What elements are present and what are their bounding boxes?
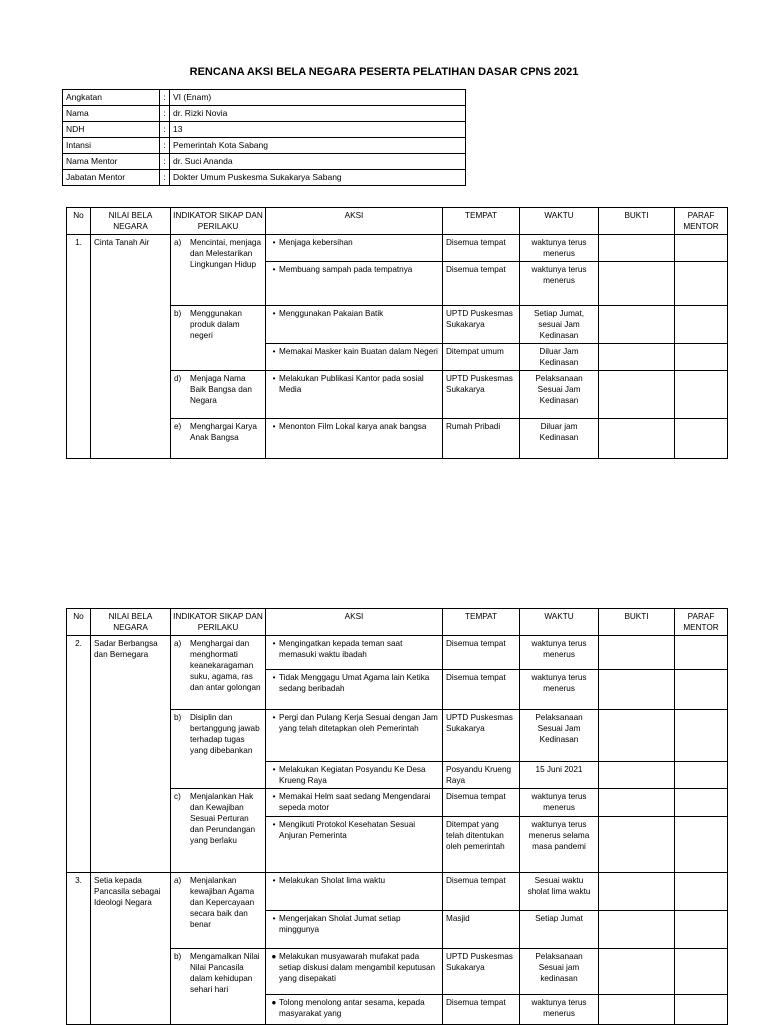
bullet-icon: • (272, 765, 276, 774)
tempat-cell: UPTD Puskesmas Sukakarya (443, 371, 520, 419)
waktu-cell: waktunya terus menerus selama masa pandemi (520, 817, 599, 873)
aksi-text: Memakai Masker kain Buatan dalam Negeri (279, 347, 438, 356)
aksi-text: Mengingatkan kepada teman saat memasuki waktu ibadah (279, 639, 403, 659)
indikator-letter: b) (174, 309, 182, 318)
info-value: dr. Rizki Novia (170, 106, 466, 122)
aksi-cell (266, 817, 443, 873)
header-bukti: BUKTI (599, 609, 675, 636)
info-value: dr. Suci Ananda (170, 154, 466, 170)
bullet-icon: • (272, 820, 276, 829)
indikator-letter: b) (174, 952, 182, 961)
tempat-cell: UPTD Puskesmas Sukakarya (443, 306, 520, 344)
header-paraf-mentor: PARAF MENTOR (675, 609, 728, 636)
paraf-mentor-cell (675, 419, 728, 459)
indikator (174, 712, 262, 756)
waktu-cell: waktunya terus menerus (520, 995, 599, 1025)
bullet-icon: • (272, 914, 276, 923)
aksi-item (269, 672, 439, 694)
info-separator: : (160, 122, 170, 138)
indikator-text: Menjaga Nama Baik Bangsa dan Negara (190, 374, 252, 405)
indikator (174, 791, 262, 846)
action-plan-table-2 (66, 608, 728, 1025)
tempat-cell: Ditempat umum (443, 344, 520, 371)
aksi-text: Membuang sampah pada tempatnya (279, 265, 413, 274)
paraf-mentor-cell (675, 344, 728, 371)
header-indikator: INDIKATOR SIKAP DAN PERILAKU (171, 208, 266, 235)
table-row (67, 873, 728, 911)
paraf-mentor-cell (675, 371, 728, 419)
bullet-icon: • (272, 792, 276, 801)
info-label: Intansi (63, 138, 160, 154)
info-separator: : (160, 138, 170, 154)
indikator-letter: a) (174, 238, 182, 247)
info-value: VI (Enam) (170, 90, 466, 106)
bullet-icon: • (272, 265, 276, 274)
header-aksi: AKSI (266, 609, 443, 636)
header-waktu: WAKTU (520, 609, 599, 636)
info-row (63, 90, 466, 106)
indikator (174, 638, 262, 693)
bukti-cell (599, 344, 675, 371)
waktu-cell: waktunya terus menerus (520, 235, 599, 262)
header-waktu: WAKTU (520, 208, 599, 235)
aksi-cell (266, 636, 443, 670)
aksi-cell (266, 873, 443, 911)
aksi-item (269, 373, 439, 395)
row-number: 1. (67, 235, 91, 459)
aksi-text: Melakukan Publikasi Kantor pada sosial Media (279, 374, 424, 394)
waktu-cell: waktunya terus menerus (520, 670, 599, 710)
bukti-cell (599, 995, 675, 1025)
aksi-item (269, 997, 439, 1019)
info-value: Pemerintah Kota Sabang (170, 138, 466, 154)
paraf-mentor-cell (675, 789, 728, 817)
bullet-icon: • (272, 673, 276, 682)
indikator (174, 421, 262, 443)
indikator (174, 951, 262, 995)
indikator (174, 308, 262, 341)
aksi-item (269, 346, 439, 357)
paraf-mentor-cell (675, 670, 728, 710)
paraf-mentor-cell (675, 949, 728, 995)
tempat-cell: Disemua tempat (443, 873, 520, 911)
bullet-icon: • (272, 347, 276, 356)
info-label: Nama (63, 106, 160, 122)
header-aksi: AKSI (266, 208, 443, 235)
waktu-cell: Diluar Jam Kedinasan (520, 344, 599, 371)
aksi-item (269, 237, 439, 248)
tempat-cell: Disemua tempat (443, 262, 520, 306)
paraf-mentor-cell (675, 306, 728, 344)
aksi-text: Tidak Menggagu Umat Agama lain Ketika sedang beribadah (279, 673, 430, 693)
aksi-item (269, 791, 439, 813)
indikator-letter: b) (174, 713, 182, 722)
aksi-cell (266, 995, 443, 1025)
bukti-cell (599, 911, 675, 949)
waktu-cell: Sesuai waktu sholat lima waktu (520, 873, 599, 911)
header-paraf-mentor: PARAF MENTOR (675, 208, 728, 235)
tempat-cell: Disemua tempat (443, 789, 520, 817)
indikator-letter: c) (174, 792, 181, 801)
bullet-icon: • (272, 422, 276, 431)
bullet-icon: ● (271, 998, 277, 1007)
header-tempat: TEMPAT (443, 609, 520, 636)
waktu-cell: Setiap Jumat, sesuai Jam Kedinasan (520, 306, 599, 344)
aksi-item (269, 712, 439, 734)
aksi-item (269, 951, 439, 984)
aksi-item (269, 875, 439, 886)
participant-info-table (62, 89, 466, 186)
bullet-icon: ● (271, 952, 277, 961)
header-no: No (67, 609, 91, 636)
table-row (67, 235, 728, 262)
info-row (63, 154, 466, 170)
indikator (174, 875, 262, 930)
bukti-cell (599, 235, 675, 262)
aksi-cell (266, 419, 443, 459)
indikator-text: Menjalankan kewajiban Agama dan Kepercayaan secara baik dan benar (190, 876, 255, 929)
bukti-cell (599, 262, 675, 306)
header-tempat: TEMPAT (443, 208, 520, 235)
indikator-cell (171, 873, 266, 949)
indikator-cell (171, 419, 266, 459)
tempat-cell: Disemua tempat (443, 995, 520, 1025)
header-nilai-bela-negara: NILAI BELA NEGARA (91, 208, 171, 235)
aksi-text: Tolong menolong antar sesama, kepada masyarakat yang (279, 998, 425, 1018)
waktu-cell: waktunya terus menerus (520, 262, 599, 306)
paraf-mentor-cell (675, 817, 728, 873)
indikator-cell (171, 235, 266, 306)
indikator-text: Menjalankan Hak dan Kewajiban Sesuai Perturan dan Perundangan yang berlaku (190, 792, 256, 845)
bukti-cell (599, 710, 675, 762)
aksi-text: Melakukan musyawarah mufakat pada setiap diskusi dalam mengambil keputusan yang disepakati (279, 952, 436, 983)
indikator-letter: d) (174, 374, 182, 383)
indikator-text: Mencintai, menjaga dan Melestarikan Lingkungan Hidup (190, 238, 261, 269)
indikator-cell (171, 371, 266, 419)
bukti-cell (599, 371, 675, 419)
tempat-cell: Ditempat yang telah ditentukan oleh pemerintah (443, 817, 520, 873)
waktu-cell: Diluar jam Kedinasan (520, 419, 599, 459)
aksi-item (269, 264, 439, 275)
info-label: Nama Mentor (63, 154, 160, 170)
aksi-cell (266, 710, 443, 762)
bukti-cell (599, 419, 675, 459)
bullet-icon: • (272, 639, 276, 648)
aksi-cell (266, 371, 443, 419)
indikator-text: Disiplin dan bertanggung jawab terhadap tugas yang dibebankan (190, 713, 260, 755)
aksi-text: Memakai Helm saat sedang Mengendarai sepeda motor (279, 792, 431, 812)
indikator-cell (171, 710, 266, 789)
bullet-icon: • (272, 309, 276, 318)
tempat-cell: Rumah Pribadi (443, 419, 520, 459)
paraf-mentor-cell (675, 911, 728, 949)
aksi-cell (266, 306, 443, 344)
tempat-cell: UPTD Puskesmas Sukakarya (443, 949, 520, 995)
info-row (63, 106, 466, 122)
info-row (63, 138, 466, 154)
tempat-cell: Disemua tempat (443, 670, 520, 710)
aksi-text: Pergi dan Pulang Kerja Sesuai dengan Jam yang telah ditetapkan oleh Pemerintah (279, 713, 438, 733)
aksi-cell (266, 949, 443, 995)
action-plan-table-1 (66, 207, 728, 459)
indikator (174, 237, 262, 270)
paraf-mentor-cell (675, 262, 728, 306)
aksi-cell (266, 262, 443, 306)
indikator-letter: a) (174, 876, 182, 885)
tempat-cell: Posyandu Krueng Raya (443, 762, 520, 789)
table-row (67, 636, 728, 670)
aksi-text: Menjaga kebersihan (279, 238, 353, 247)
header-indikator: INDIKATOR SIKAP DAN PERILAKU (171, 609, 266, 636)
aksi-item (269, 764, 439, 786)
tempat-cell: UPTD Puskesmas Sukakarya (443, 710, 520, 762)
info-row (63, 122, 466, 138)
tempat-cell: Masjid (443, 911, 520, 949)
header-bukti: BUKTI (599, 208, 675, 235)
info-separator: : (160, 170, 170, 186)
aksi-cell (266, 670, 443, 710)
aksi-text: Mengikuti Protokol Kesehatan Sesuai Anjuran Pemerinta (279, 820, 416, 840)
aksi-text: Melakukan Kegiatan Posyandu Ke Desa Krueng Raya (279, 765, 426, 785)
bullet-icon: • (272, 876, 276, 885)
info-separator: : (160, 106, 170, 122)
aksi-item (269, 308, 439, 319)
nilai-bela-negara: Setia kepada Pancasila sebagai Ideologi Negara (91, 873, 171, 1025)
aksi-item (269, 638, 439, 660)
info-label: Angkatan (63, 90, 160, 106)
waktu-cell: Setiap Jumat (520, 911, 599, 949)
header-row (67, 208, 728, 235)
aksi-text: Menggunakan Pakaian Batik (279, 309, 384, 318)
bukti-cell (599, 636, 675, 670)
waktu-cell: Pelaksanaan Sesuai jam kedinasan (520, 949, 599, 995)
paraf-mentor-cell (675, 710, 728, 762)
nilai-bela-negara: Cinta Tanah Air (91, 235, 171, 459)
waktu-cell: Pelaksanaan Sesuai Jam Kedinasan (520, 371, 599, 419)
waktu-cell: Pelaksanaan Sesuai Jam Kedinasan (520, 710, 599, 762)
bukti-cell (599, 306, 675, 344)
info-separator: : (160, 90, 170, 106)
bullet-icon: • (272, 374, 276, 383)
bukti-cell (599, 873, 675, 911)
indikator-text: Menggunakan produk dalam negeri (190, 309, 242, 340)
bukti-cell (599, 670, 675, 710)
indikator-letter: a) (174, 639, 182, 648)
aksi-cell (266, 344, 443, 371)
info-label: Jabatan Mentor (63, 170, 160, 186)
tempat-cell: Disemua tempat (443, 636, 520, 670)
indikator-cell (171, 636, 266, 710)
bukti-cell (599, 789, 675, 817)
indikator-letter: e) (174, 422, 182, 431)
bullet-icon: • (272, 713, 276, 722)
paraf-mentor-cell (675, 235, 728, 262)
waktu-cell: 15 Juni 2021 (520, 762, 599, 789)
bukti-cell (599, 817, 675, 873)
header-nilai-bela-negara: NILAI BELA NEGARA (91, 609, 171, 636)
info-label: NDH (63, 122, 160, 138)
aksi-cell (266, 762, 443, 789)
tempat-cell: Disemua tempat (443, 235, 520, 262)
info-value: 13 (170, 122, 466, 138)
indikator (174, 373, 262, 406)
indikator-text: Menghargai Karya Anak Bangsa (190, 422, 257, 442)
waktu-cell: waktunya terus menerus (520, 789, 599, 817)
indikator-text: Menghargai dan menghormati keanekaragaman suku, agama, ras dan antar golongan (190, 639, 261, 692)
row-number: 3. (67, 873, 91, 1025)
info-separator: : (160, 154, 170, 170)
paraf-mentor-cell (675, 995, 728, 1025)
bukti-cell (599, 762, 675, 789)
header-no: No (67, 208, 91, 235)
aksi-text: Mengerjakan Sholat Jumat setiap minggunya (279, 914, 401, 934)
aksi-item (269, 421, 439, 432)
header-row (67, 609, 728, 636)
aksi-text: Melakukan Sholat lima waktu (279, 876, 386, 885)
paraf-mentor-cell (675, 762, 728, 789)
paraf-mentor-cell (675, 636, 728, 670)
aksi-cell (266, 911, 443, 949)
bullet-icon: • (272, 238, 276, 247)
bukti-cell (599, 949, 675, 995)
paraf-mentor-cell (675, 873, 728, 911)
page-title: RENCANA AKSI BELA NEGARA PESERTA PELATIHAN DASAR CPNS 2021 (189, 66, 579, 78)
waktu-cell: waktunya terus menerus (520, 636, 599, 670)
row-number: 2. (67, 636, 91, 873)
aksi-cell (266, 235, 443, 262)
aksi-item (269, 819, 439, 841)
nilai-bela-negara: Sadar Berbangsa dan Bernegara (91, 636, 171, 873)
info-row (63, 170, 466, 186)
indikator-cell (171, 306, 266, 371)
info-value: Dokter Umum Puskesma Sukakarya Sabang (170, 170, 466, 186)
aksi-item (269, 913, 439, 935)
aksi-cell (266, 789, 443, 817)
indikator-cell (171, 789, 266, 873)
indikator-cell (171, 949, 266, 1025)
aksi-text: Menonton Film Lokal karya anak bangsa (279, 422, 427, 431)
indikator-text: Mengamalkan Nilai Nilai Pancasila dalam kehidupan sehari hari (190, 952, 260, 994)
